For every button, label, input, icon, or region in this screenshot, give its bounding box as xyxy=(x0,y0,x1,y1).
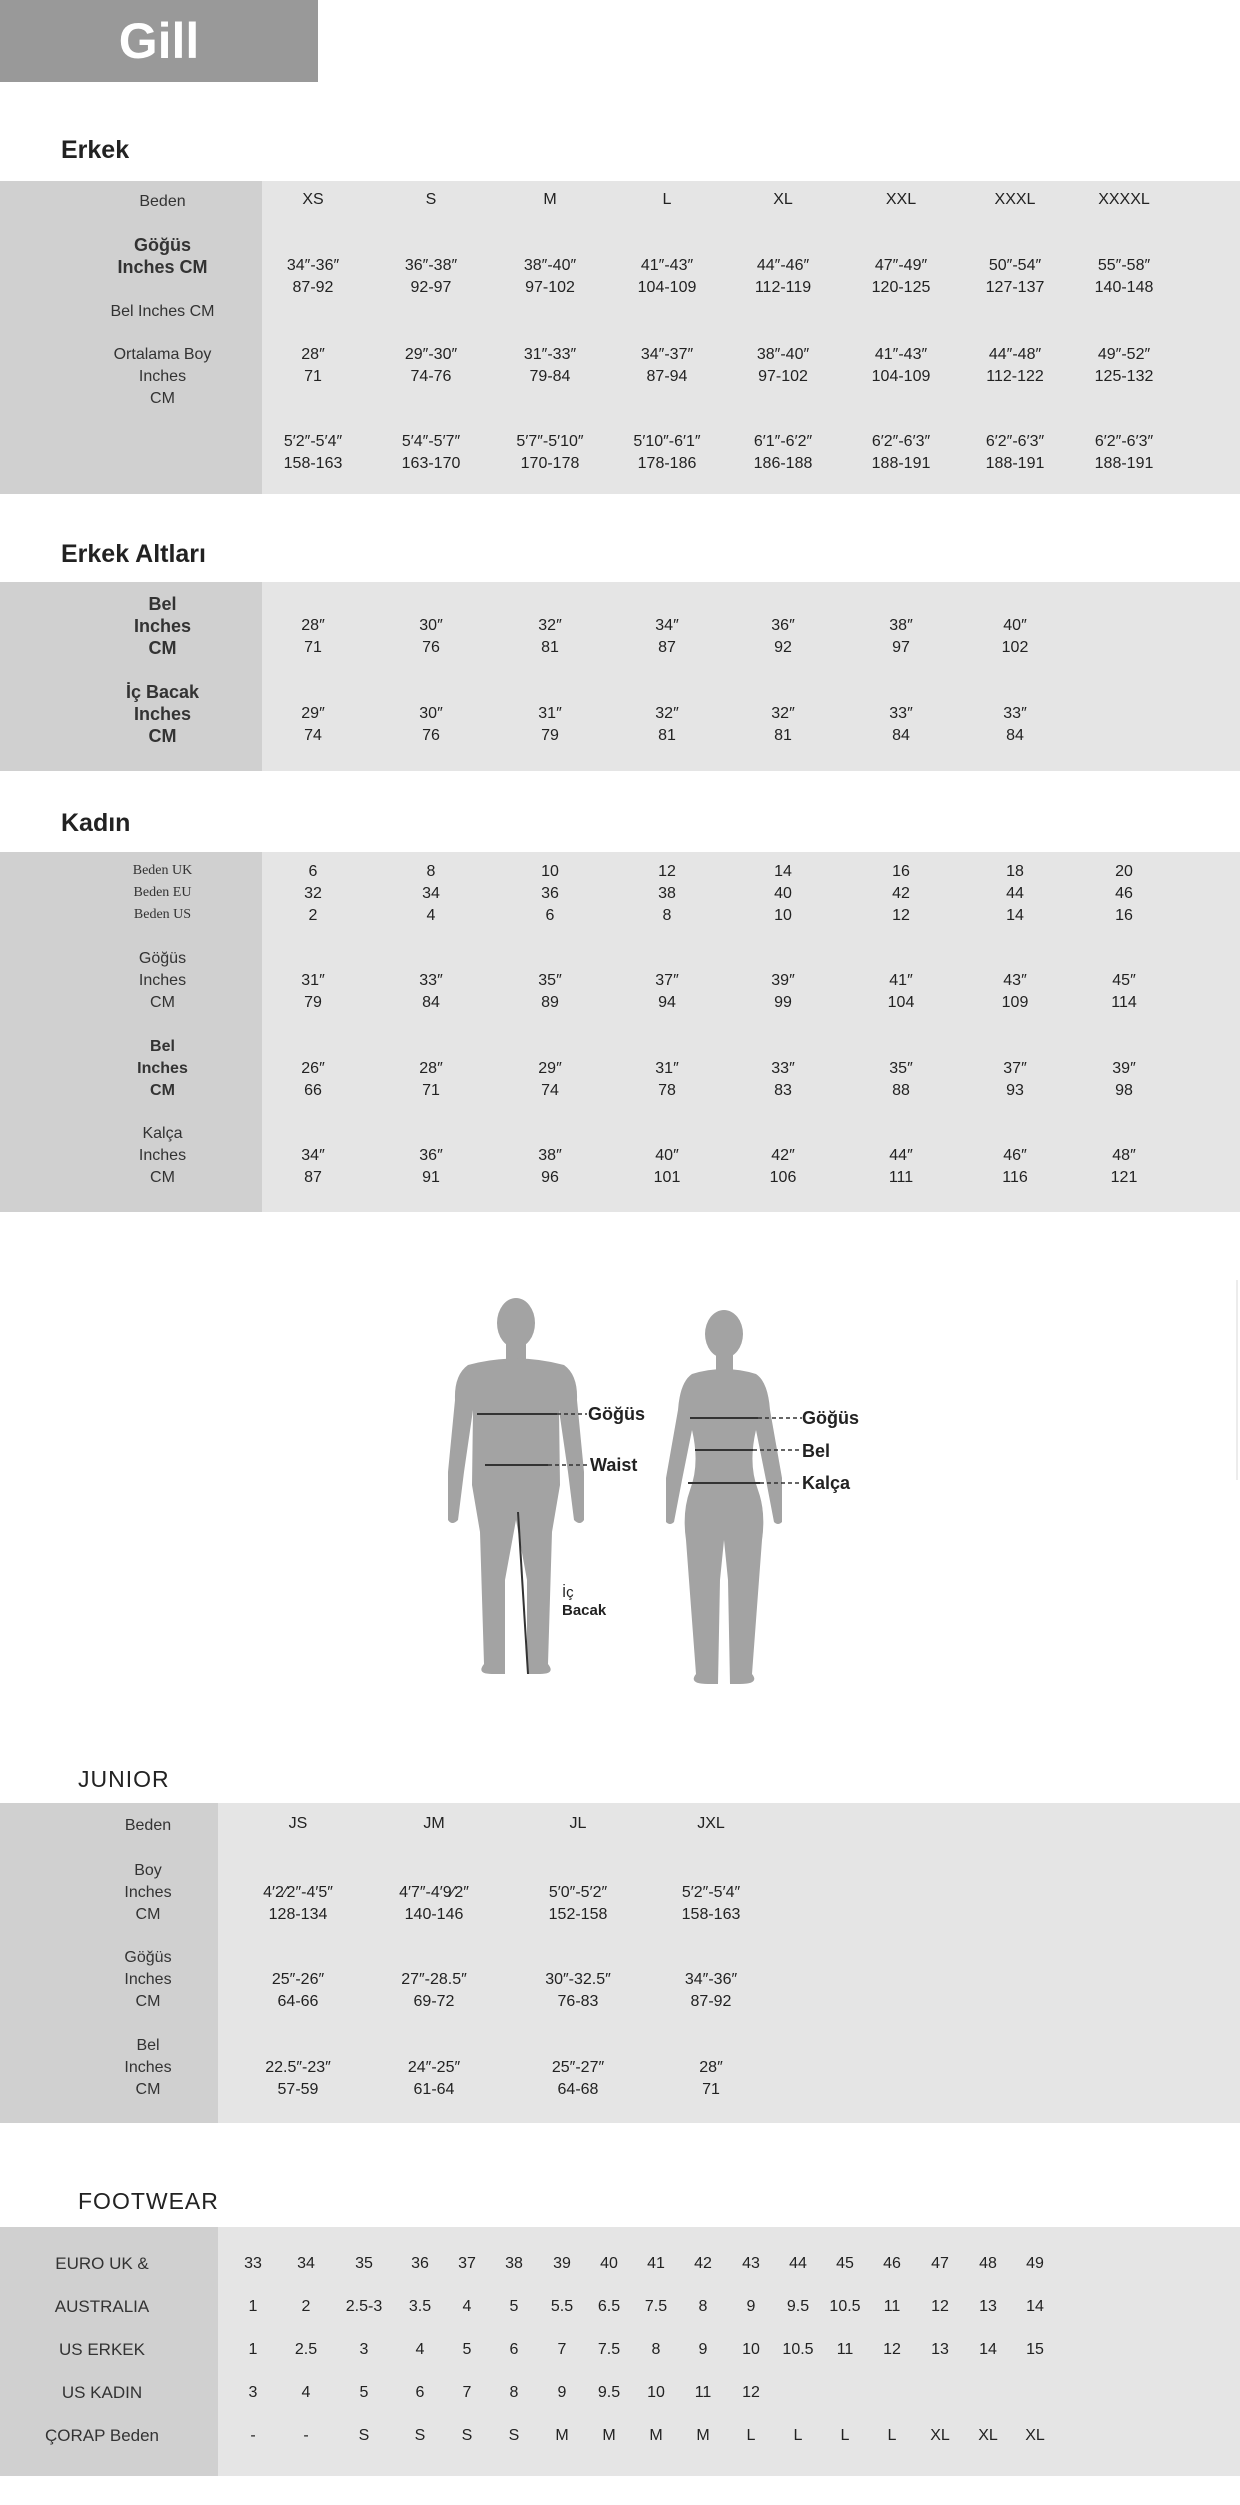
altlari-label-ic-bacak: İç Bacak Inches CM xyxy=(125,682,200,746)
section-title-kadin: Kadın xyxy=(61,809,131,837)
erkek-chest-cell: 38″-40″ 97-102 xyxy=(523,257,577,296)
erkek-height-cell: 5′4″-5′7″ 163-170 xyxy=(401,433,461,472)
footwear-cell: 9.5 xyxy=(597,2384,621,2401)
kadin-hip-cell: 42″ 106 xyxy=(769,1147,797,1186)
footwear-row-label: US KADIN xyxy=(61,2383,143,2402)
kadin-table xyxy=(0,852,1240,1212)
junior-chest-cell: 27″-28.5″ 69-72 xyxy=(401,1971,467,2010)
kadin-hip-cell: 34″ 87 xyxy=(301,1147,325,1186)
erkek-size-header: XXXXL xyxy=(1098,191,1150,208)
kadin-chest-cell: 41″ 104 xyxy=(887,972,915,1011)
male-waist-label: Waist xyxy=(590,1455,638,1475)
altlari-inseam-cell: 32″ 81 xyxy=(771,705,795,744)
altlari-waist-cell: 32″ 81 xyxy=(538,617,562,656)
junior-chest-cell: 34″-36″ 87-92 xyxy=(684,1971,738,2010)
erkek-chest-cell: 47″-49″ 120-125 xyxy=(871,257,931,296)
kadin-chest-cell: 43″ 109 xyxy=(1001,972,1029,1011)
footwear-cell: XL xyxy=(930,2427,950,2444)
altlari-waist-cell: 40″ 102 xyxy=(1001,617,1029,656)
footwear-cell: 12 xyxy=(931,2298,949,2315)
altlari-waist-cell: 34″ 87 xyxy=(655,617,679,656)
kadin-waist-cell: 39″ 98 xyxy=(1112,1060,1136,1099)
erkek-height-cell: 6′2″-6′3″ 188-191 xyxy=(871,433,931,472)
kadin-waist-cell: 33″ 83 xyxy=(771,1060,795,1099)
footwear-cell: 37 xyxy=(458,2255,476,2272)
footwear-cell: 6 xyxy=(509,2341,519,2358)
junior-label-beden: Beden xyxy=(124,1817,172,1834)
footwear-cell: S xyxy=(508,2427,520,2444)
erkek-chest-cell: 50″-54″ 127-137 xyxy=(985,257,1045,296)
erkek-size-header: XL xyxy=(773,191,793,208)
kadin-chest-cell: 35″ 89 xyxy=(538,972,562,1011)
footwear-cell: 8 xyxy=(509,2384,519,2401)
footwear-cell: M xyxy=(602,2427,616,2444)
footwear-cell: 13 xyxy=(931,2341,949,2358)
female-figure-icon xyxy=(666,1310,782,1684)
brand-logo: Gill xyxy=(0,0,318,82)
erkek-height-cell: 5′10″-6′1″ 178-186 xyxy=(633,433,701,472)
footwear-cell: S xyxy=(358,2427,370,2444)
erkek-waist-cell: 49″-52″ 125-132 xyxy=(1094,346,1154,385)
kadin-label-bel: Bel Inches CM xyxy=(137,1038,188,1099)
female-hip-label: Kalça xyxy=(802,1473,851,1493)
junior-label-bel: Bel Inches CM xyxy=(124,2037,172,2098)
erkek-altlari-table xyxy=(0,582,1240,771)
erkek-height-cell: 5′7″-5′10″ 170-178 xyxy=(516,433,584,472)
footwear-cell: M xyxy=(696,2427,710,2444)
footwear-cell: L xyxy=(793,2427,803,2444)
erkek-label-column xyxy=(0,181,262,494)
altlari-waist-cell: 28″ 71 xyxy=(301,617,325,656)
erkek-size-header: S xyxy=(425,191,437,208)
footwear-cell: 34 xyxy=(297,2255,315,2272)
erkek-size-header: XXL xyxy=(885,191,917,208)
footwear-cell: 45 xyxy=(836,2255,854,2272)
erkek-size-header: XXXL xyxy=(994,191,1036,208)
footwear-cell: 7.5 xyxy=(644,2298,668,2315)
junior-waist-cell: 22.5″-23″ 57-59 xyxy=(265,2059,331,2098)
footwear-row-label: US ERKEK xyxy=(59,2340,145,2359)
footwear-cell: 39 xyxy=(553,2255,571,2272)
footwear-cell: 10 xyxy=(742,2341,760,2358)
footwear-cell: 5 xyxy=(509,2298,519,2315)
footwear-cell: 13 xyxy=(979,2298,997,2315)
footwear-cell: 8 xyxy=(651,2341,661,2358)
footwear-cell: XL xyxy=(978,2427,998,2444)
footwear-cell: 48 xyxy=(979,2255,997,2272)
altlari-waist-cell: 36″ 92 xyxy=(771,617,795,656)
erkek-waist-cell: 29″-30″ 74-76 xyxy=(404,346,458,385)
footwear-cell: 10 xyxy=(647,2384,665,2401)
kadin-size-cell: 18 44 14 xyxy=(1006,863,1024,924)
erkek-size-header: XS xyxy=(302,191,324,208)
section-title-junior: JUNIOR xyxy=(78,1766,170,1792)
kadin-hip-cell: 38″ 96 xyxy=(538,1147,562,1186)
footwear-cell: 35 xyxy=(355,2255,373,2272)
section-title-footwear: FOOTWEAR xyxy=(78,2188,219,2214)
body-measurement-diagram xyxy=(0,1250,1240,1730)
footwear-cell: 40 xyxy=(600,2255,618,2272)
kadin-waist-cell: 26″ 66 xyxy=(301,1060,325,1099)
footwear-cell: M xyxy=(649,2427,663,2444)
footwear-cell: 3 xyxy=(359,2341,369,2358)
kadin-chest-cell: 31″ 79 xyxy=(301,972,325,1011)
footwear-cell: 8 xyxy=(698,2298,708,2315)
erkek-waist-cell: 44″-48″ 112-122 xyxy=(986,346,1044,385)
footwear-cell: 42 xyxy=(694,2255,712,2272)
footwear-cell: 9.5 xyxy=(786,2298,810,2315)
footwear-cell: 11 xyxy=(836,2341,854,2358)
female-waist-label: Bel xyxy=(802,1441,831,1461)
footwear-cell: 7 xyxy=(557,2341,567,2358)
junior-size-header: JS xyxy=(288,1815,308,1832)
erkek-waist-cell: 34″-37″ 87-94 xyxy=(640,346,694,385)
footwear-row-label: AUSTRALIA xyxy=(54,2297,150,2316)
kadin-chest-cell: 39″ 99 xyxy=(771,972,795,1011)
altlari-inseam-cell: 31″ 79 xyxy=(538,705,562,744)
footwear-cell: 9 xyxy=(557,2384,567,2401)
footwear-cell: - xyxy=(250,2427,256,2444)
junior-chest-cell: 30″-32.5″ 76-83 xyxy=(545,1971,611,2010)
erkek-height-cell: 5′2″-5′4″ 158-163 xyxy=(283,433,343,472)
footwear-cell: 1 xyxy=(248,2298,258,2315)
erkek-waist-cell: 31″-33″ 79-84 xyxy=(523,346,577,385)
junior-table xyxy=(0,1803,1240,2123)
footwear-cell: 7 xyxy=(462,2384,472,2401)
erkek-label-bel: Bel Inches CM xyxy=(110,303,215,320)
altlari-waist-cell: 30″ 76 xyxy=(419,617,443,656)
junior-waist-cell: 25″-27″ 64-68 xyxy=(551,2059,605,2098)
footwear-cell: 10.5 xyxy=(782,2341,814,2358)
junior-label-boy: Boy Inches CM xyxy=(124,1862,172,1923)
junior-size-header: JM xyxy=(423,1815,445,1832)
footwear-cell: L xyxy=(887,2427,897,2444)
erkek-label-beden: Beden xyxy=(139,193,186,210)
footwear-cell: 15 xyxy=(1026,2341,1044,2358)
footwear-cell: 10.5 xyxy=(829,2298,861,2315)
footwear-cell: L xyxy=(746,2427,756,2444)
footwear-cell: L xyxy=(840,2427,850,2444)
kadin-size-cell: 10 36 6 xyxy=(541,863,559,924)
footwear-cell: 3 xyxy=(248,2384,258,2401)
footwear-cell: 47 xyxy=(931,2255,949,2272)
kadin-waist-cell: 37″ 93 xyxy=(1003,1060,1027,1099)
footwear-cell: XL xyxy=(1025,2427,1045,2444)
junior-size-header: JXL xyxy=(697,1815,725,1832)
footwear-table xyxy=(0,2227,1240,2476)
kadin-waist-cell: 35″ 88 xyxy=(889,1060,913,1099)
kadin-label-kalca: Kalça Inches CM xyxy=(138,1125,187,1186)
erkek-height-cell: 6′2″-6′3″ 188-191 xyxy=(985,433,1045,472)
junior-size-header: JL xyxy=(569,1815,587,1832)
kadin-chest-cell: 33″ 84 xyxy=(419,972,443,1011)
erkek-chest-cell: 36″-38″ 92-97 xyxy=(404,257,458,296)
footwear-cell: 9 xyxy=(746,2298,756,2315)
erkek-chest-cell: 34″-36″ 87-92 xyxy=(286,257,340,296)
junior-height-cell: 5′2″-5′4″ 158-163 xyxy=(681,1884,741,1923)
kadin-label-beden: Beden UK Beden EU Beden US xyxy=(132,863,193,922)
footwear-cell: 14 xyxy=(1026,2298,1044,2315)
footwear-cell: 11 xyxy=(883,2298,901,2315)
footwear-cell: 38 xyxy=(505,2255,523,2272)
junior-chest-cell: 25″-26″ 64-66 xyxy=(271,1971,325,2010)
footwear-cell: 2.5 xyxy=(294,2341,318,2358)
kadin-waist-cell: 29″ 74 xyxy=(538,1060,562,1099)
kadin-hip-cell: 40″ 101 xyxy=(653,1147,681,1186)
footwear-row-label: ÇORAP Beden xyxy=(44,2426,160,2445)
footwear-cell: S xyxy=(461,2427,473,2444)
erkek-chest-cell: 44″-46″ 112-119 xyxy=(754,257,812,296)
footwear-cell: 3.5 xyxy=(408,2298,432,2315)
kadin-hip-cell: 46″ 116 xyxy=(1002,1147,1028,1186)
kadin-waist-cell: 31″ 78 xyxy=(655,1060,679,1099)
footwear-cell: 2.5-3 xyxy=(345,2298,383,2315)
footwear-cell: 5 xyxy=(462,2341,472,2358)
footwear-cell: 12 xyxy=(742,2384,760,2401)
footwear-cell: 11 xyxy=(694,2384,712,2401)
erkek-label-gogus: Göğüs Inches CM xyxy=(117,235,208,277)
erkek-height-cell: 6′2″-6′3″ 188-191 xyxy=(1094,433,1154,472)
footwear-cell: - xyxy=(303,2427,309,2444)
kadin-size-cell: 20 46 16 xyxy=(1115,863,1133,924)
erkek-waist-cell: 41″-43″ 104-109 xyxy=(871,346,931,385)
footwear-cell: 43 xyxy=(742,2255,760,2272)
footwear-cell: 5 xyxy=(359,2384,369,2401)
kadin-size-cell: 8 34 4 xyxy=(422,863,440,924)
erkek-height-cell: 6′1″-6′2″ 186-188 xyxy=(753,433,813,472)
erkek-table xyxy=(0,181,1240,494)
kadin-size-cell: 14 40 10 xyxy=(774,863,792,924)
footwear-cell: 4 xyxy=(415,2341,425,2358)
kadin-chest-cell: 45″ 114 xyxy=(1111,972,1137,1011)
footwear-cell: 36 xyxy=(411,2255,429,2272)
footwear-cell: 6 xyxy=(415,2384,425,2401)
kadin-size-cell: 16 42 12 xyxy=(892,863,910,924)
kadin-hip-cell: 44″ 111 xyxy=(888,1147,914,1186)
erkek-chest-cell: 55″-58″ 140-148 xyxy=(1094,257,1154,296)
footwear-cell: 46 xyxy=(883,2255,901,2272)
footwear-row-label: EURO UK & xyxy=(55,2254,149,2273)
altlari-waist-cell: 38″ 97 xyxy=(889,617,913,656)
junior-height-cell: 4′2⁄2″-4′5″ 128-134 xyxy=(263,1884,333,1923)
kadin-hip-cell: 48″ 121 xyxy=(1110,1147,1138,1186)
kadin-waist-cell: 28″ 71 xyxy=(419,1060,443,1099)
female-chest-label: Göğüs xyxy=(802,1408,859,1428)
kadin-size-cell: 12 38 8 xyxy=(658,863,676,924)
erkek-waist-cell: 38″-40″ 97-102 xyxy=(756,346,810,385)
footwear-cell: 49 xyxy=(1026,2255,1044,2272)
footwear-cell: 41 xyxy=(647,2255,665,2272)
footwear-cell: 44 xyxy=(789,2255,807,2272)
altlari-inseam-cell: 29″ 74 xyxy=(301,705,325,744)
junior-height-cell: 5′0″-5′2″ 152-158 xyxy=(548,1884,608,1923)
junior-height-cell: 4′7″-4′9⁄2″ 140-146 xyxy=(399,1884,469,1923)
section-title-erkek-altlari: Erkek Altları xyxy=(61,540,206,568)
kadin-size-cell: 6 32 2 xyxy=(304,863,322,924)
footwear-cell: 2 xyxy=(301,2298,311,2315)
junior-waist-cell: 24″-25″ 61-64 xyxy=(407,2059,461,2098)
footwear-cell: S xyxy=(414,2427,426,2444)
altlari-label-bel: Bel Inches CM xyxy=(133,594,192,658)
altlari-inseam-cell: 30″ 76 xyxy=(419,705,443,744)
altlari-inseam-cell: 33″ 84 xyxy=(1003,705,1027,744)
footwear-cell: 5.5 xyxy=(550,2298,574,2315)
erkek-chest-cell: 41″-43″ 104-109 xyxy=(637,257,697,296)
male-chest-label: Göğüs xyxy=(588,1404,645,1424)
altlari-inseam-cell: 32″ 81 xyxy=(655,705,679,744)
footwear-cell: 1 xyxy=(248,2341,258,2358)
footwear-cell: 7.5 xyxy=(597,2341,621,2358)
footwear-cell: 6.5 xyxy=(597,2298,621,2315)
footwear-cell: 9 xyxy=(698,2341,708,2358)
footwear-cell: 14 xyxy=(979,2341,997,2358)
altlari-inseam-cell: 33″ 84 xyxy=(889,705,913,744)
section-title-erkek: Erkek xyxy=(61,136,130,164)
kadin-hip-cell: 36″ 91 xyxy=(419,1147,443,1186)
footwear-cell: 4 xyxy=(301,2384,311,2401)
erkek-size-header: M xyxy=(543,191,557,208)
footwear-cell: 4 xyxy=(462,2298,472,2315)
erkek-size-header: L xyxy=(662,191,672,208)
footwear-cell: 33 xyxy=(244,2255,262,2272)
male-inseam-label: İç xyxy=(562,1584,574,1601)
kadin-chest-cell: 37″ 94 xyxy=(655,972,679,1011)
footwear-cell: M xyxy=(555,2427,569,2444)
erkek-waist-cell: 28″ 71 xyxy=(301,346,325,385)
erkek-label-boy: Ortalama Boy Inches CM xyxy=(113,346,212,407)
kadin-label-gogus: Göğüs Inches CM xyxy=(138,950,187,1011)
junior-label-gogus: Göğüs Inches CM xyxy=(124,1949,172,2010)
male-inseam-label-2: Bacak xyxy=(562,1602,607,1619)
footwear-cell: 12 xyxy=(883,2341,901,2358)
junior-waist-cell: 28″ 71 xyxy=(699,2059,723,2098)
